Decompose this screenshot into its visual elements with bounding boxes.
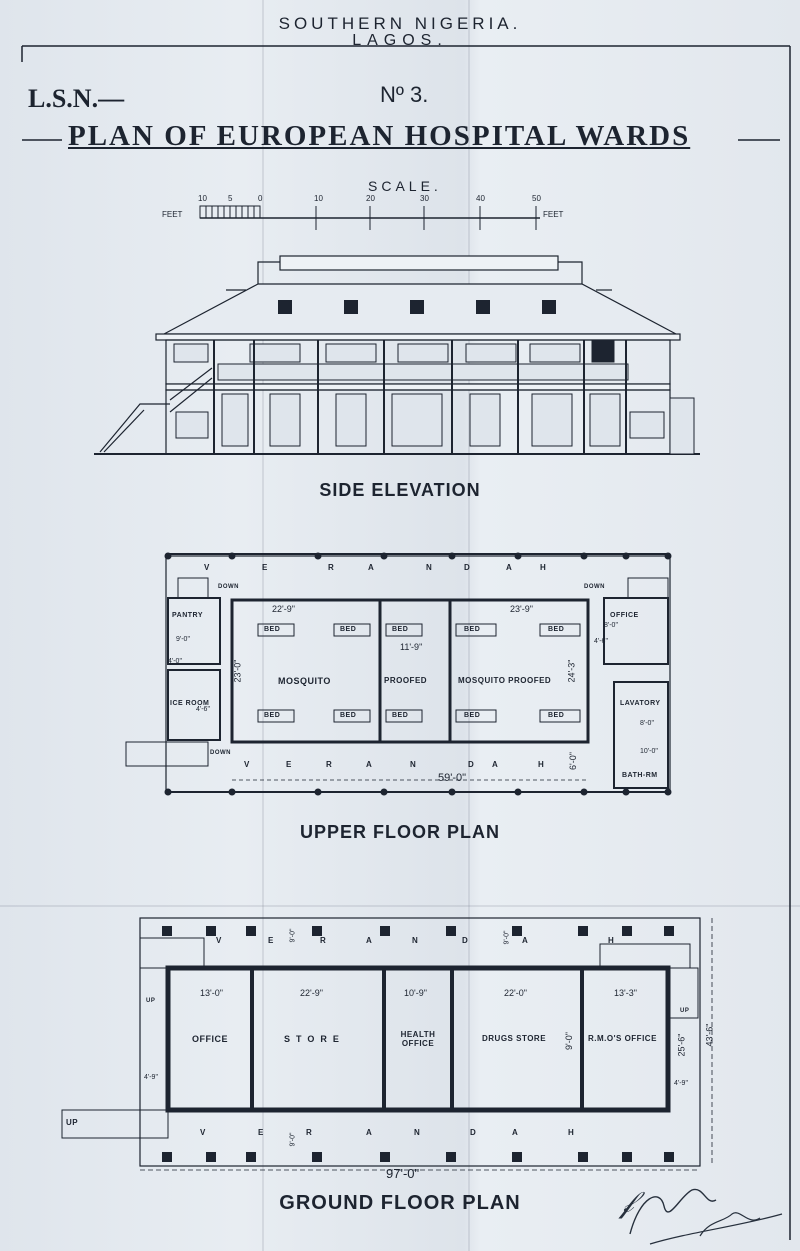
scale-tick: 0: [258, 194, 263, 203]
dimension-label: 9'-0": [563, 1032, 574, 1050]
dimension-label: 11'-9": [400, 642, 423, 652]
verandah-letter: R: [328, 563, 335, 572]
verandah-letter: H: [568, 1128, 575, 1137]
scale-tick: 10: [198, 194, 207, 203]
verandah-letter: E: [268, 936, 274, 945]
verandah-letter: V: [244, 760, 250, 769]
bed-label: BED: [340, 712, 357, 719]
bed-label: BED: [392, 712, 409, 719]
scale-tick: 40: [476, 194, 485, 203]
verandah-letter: R: [326, 760, 333, 769]
verandah-letter: D: [468, 760, 475, 769]
room-label-ice-room: ICE ROOM: [170, 700, 210, 707]
verandah-letter: N: [412, 936, 419, 945]
scale-tick: 5: [228, 194, 233, 203]
dimension-label: 9'-0": [289, 928, 297, 943]
room-label-rmo-office: R.M.O'S OFFICE: [588, 1034, 657, 1043]
stair-label: DOWN: [218, 584, 239, 590]
verandah-letter: H: [538, 760, 545, 769]
verandah-letter: A: [366, 1128, 373, 1137]
region-heading: SOUTHERN NIGERIA.: [278, 14, 522, 33]
scale-tick: 20: [366, 194, 375, 203]
verandah-letter: V: [216, 936, 222, 945]
verandah-letter: D: [462, 936, 469, 945]
bed-label: BED: [464, 626, 481, 633]
room-label-office: OFFICE: [610, 612, 639, 619]
dimension-label: 4'-9": [144, 1074, 158, 1081]
verandah-letter: V: [204, 563, 210, 572]
dimension-label: 22'-9": [300, 988, 323, 998]
dimension-label: 9'-0": [289, 1132, 297, 1147]
verandah-letter: A: [506, 563, 513, 572]
dimension-label: 4'-9": [674, 1080, 688, 1087]
dimension-label: 22'-0": [504, 988, 527, 998]
scale-unit-left: FEET: [162, 210, 183, 219]
dimension-label: 10'-0": [640, 748, 658, 755]
verandah-letter: D: [464, 563, 471, 572]
room-label-office: OFFICE: [192, 1034, 228, 1044]
verandah-letter: R: [306, 1128, 313, 1137]
verandah-letter: N: [414, 1128, 421, 1137]
ground-floor-caption: GROUND FLOOR PLAN: [279, 1192, 521, 1214]
reference-code: L.S.N.—: [28, 84, 125, 113]
dimension-label: 22'-9": [272, 604, 295, 614]
verandah-letter: D: [470, 1128, 477, 1137]
bed-label: BED: [264, 626, 281, 633]
verandah-letter: E: [262, 563, 268, 572]
verandah-letter: E: [286, 760, 292, 769]
room-label-pantry: PANTRY: [172, 612, 203, 619]
verandah-letter: A: [366, 936, 373, 945]
verandah-letter: E: [258, 1128, 264, 1137]
room-label-health-office: HEALTH OFFICE: [400, 1030, 436, 1048]
room-label-store: STORE: [284, 1034, 345, 1044]
side-elevation-caption: SIDE ELEVATION: [319, 480, 481, 500]
drawing-title: PLAN OF EUROPEAN HOSPITAL WARDS: [68, 120, 691, 152]
dimension-label: 59'-0": [438, 772, 467, 784]
dimension-label: 9'-0": [176, 636, 190, 643]
bed-label: BED: [392, 626, 409, 633]
room-label-bath-room: BATH-RM: [622, 772, 658, 779]
dimension-label: 24'-3": [566, 659, 577, 683]
dimension-label: 13'-3": [614, 988, 637, 998]
verandah-letter: A: [522, 936, 529, 945]
verandah-letter: A: [512, 1128, 519, 1137]
stair-label: UP: [66, 1118, 79, 1127]
scale-title: SCALE.: [368, 178, 442, 194]
dimension-label: 43'-6": [704, 1023, 715, 1047]
dimension-label: 97'-0": [386, 1166, 420, 1181]
verandah-letter: R: [320, 936, 327, 945]
dimension-label: 25'-6": [676, 1033, 687, 1057]
room-label-mosquito: MOSQUITO: [278, 676, 331, 686]
room-label-mosquito-proofed: MOSQUITO PROOFED: [458, 676, 552, 685]
room-label-proofed: PROOFED: [384, 676, 428, 685]
bed-label: BED: [548, 626, 565, 633]
dimension-label: 8'-0": [604, 622, 618, 629]
verandah-letter: A: [368, 563, 375, 572]
bed-label: BED: [548, 712, 565, 719]
dimension-label: 4'-6": [196, 706, 210, 713]
verandah-letter: V: [200, 1128, 206, 1137]
stair-label: DOWN: [584, 584, 605, 590]
bed-label: BED: [464, 712, 481, 719]
dimension-label: 4'-0": [168, 658, 182, 665]
bed-label: BED: [340, 626, 357, 633]
dimension-label: 8'-0": [640, 720, 654, 727]
room-label-drugs-store: DRUGS STORE: [482, 1034, 547, 1043]
scale-tick: 50: [532, 194, 541, 203]
bed-label: BED: [264, 712, 281, 719]
dimension-label: 9'-0": [503, 930, 511, 945]
stair-label: DOWN: [210, 750, 231, 756]
scale-unit-right: FEET: [543, 210, 564, 219]
scale-tick: 10: [314, 194, 323, 203]
dimension-label: 6'-0": [567, 752, 578, 770]
dimension-label: 23'-0": [232, 659, 243, 683]
scale-tick: 30: [420, 194, 429, 203]
upper-floor-caption: UPPER FLOOR PLAN: [299, 822, 500, 842]
city-heading: LAGOS.: [352, 32, 448, 49]
sheet-number: Nº 3.: [380, 82, 429, 107]
dimension-label: 4'-6": [594, 638, 608, 645]
dimension-label: 23'-9": [510, 604, 533, 614]
dimension-label: 10'-9": [404, 988, 427, 998]
verandah-letter: A: [492, 760, 499, 769]
dimension-label: 13'-0": [200, 988, 223, 998]
stair-label: UP: [680, 1008, 690, 1014]
room-label-lavatory: LAVATORY: [620, 700, 661, 707]
verandah-letter: H: [608, 936, 615, 945]
verandah-letter: H: [540, 563, 547, 572]
verandah-letter: N: [410, 760, 417, 769]
verandah-letter: A: [366, 760, 373, 769]
signature: 𝒻: [620, 1186, 634, 1219]
verandah-letter: N: [426, 563, 433, 572]
stair-label: UP: [146, 998, 156, 1004]
